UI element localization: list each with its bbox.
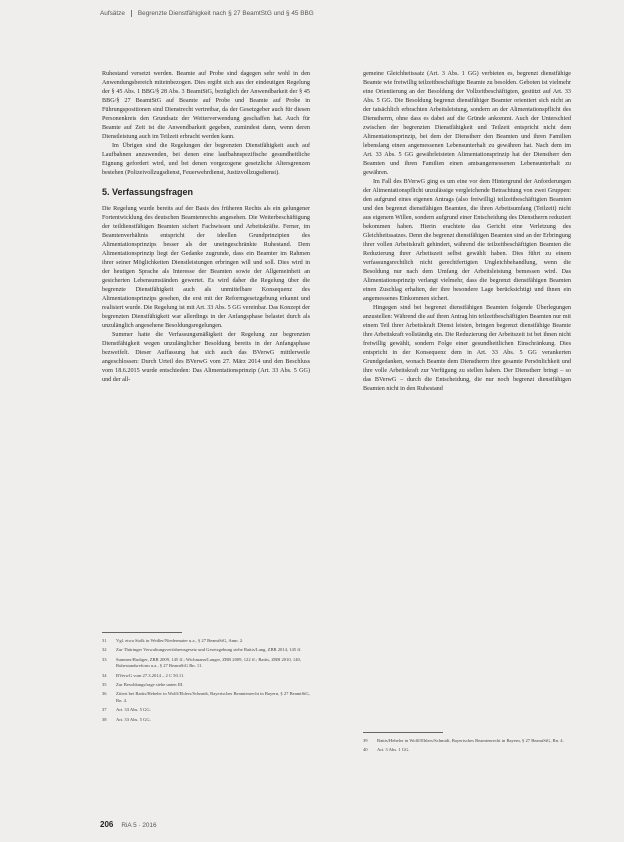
paragraph: Die Regelung wurde bereits auf der Basis des früheren Rechts als ein gelungener Fortentwicklung des deutschen Beamtenrechts angesehen. Die Weiterbeschäftigung der teildienstfähigen Beamten sichert Fachwissen und Arbeitskräfte. Ferner, im Beamtenverhältnis entspricht der ideellen Grundprinzipien des Alimentationsprinzips besser als der uneingeschränkte Ruhestand. Dem Alimentationsprinzip liegt der Gedanke zugrunde, dass ein Beamter im Rahmen ihrer seiner Möglichkeiten Dienstleistungen erbringen will und soll. Dies wird in der heutigen Sprache als Interesse der Beamten sowie der Allgemeinheit an gesicherten Lebensumständen gewertet. Es wird daher die Regelung über die begrenzte Dienstfähigkeit auch als unmittelbare Konsequenz des Alimentationsprinzips gesehen, die erst mit der Reformgesetzgebung erkannt und realisiert wurde. Die Regelung ist mit Art. 33 Abs. 5 GG vereinbar. Das Konzept der begrenzten Dienstfähigkeit war allerdings in der Anfangsphase belastet durch als unzulänglich angesehene Besoldungsregelungen. — [102, 206, 310, 329]
footnote — [102, 707, 310, 713]
footnote — [102, 647, 310, 653]
footnote-divider — [102, 632, 182, 633]
footnote-number: 31 — [102, 638, 107, 643]
footnote-number: 34 — [102, 672, 107, 678]
paragraph: Im Übrigen sind die Regelungen der begrenzten Dienstfähigkeit auch auf Laufbahnen anzuwenden, bei denen eine laufbahnspezifische gesundheitliche Eignung gefordert wird, und bei denen vorgezogene gesetzliche Altersgrenzen bestehen (Polizeivollzugsdienst, Feuerwehrdienst, Justizvollzugsdienst). — [102, 143, 310, 176]
footnote-text: Art. 3 Abs. 1 GG. — [377, 747, 410, 753]
footnote-text: Art. 33 Abs. 5 GG. — [116, 716, 151, 722]
footnote-number: 36 — [102, 691, 107, 697]
footnote — [102, 682, 310, 688]
footnote-text: Battis/Hebeler in Wolff/Ehlers/Schmidt, Bayerisches Beamtenrecht in Bayern, § 27 BeamtStG, Rn. 4. — [377, 738, 564, 743]
paragraph: Ruhestand versetzt werden. Beamte auf Probe sind dagegen sehr wohl in den Anwendungsbereich miteinbezogen. Dies ergibt sich aus der eindeutigen Regelung der § 45 Abs. 1 BBG/§ 28 Abs. 3 BeamtStG, bezüglich der Anwendbarkeit der § 45 BBG/§ 27 BeamtStG auf Beamte auf Probe und Beamte auf Probe in Führungspositionen sind Dienstrecht vertretbar, da der Gesetzgeber auch für diesen Personenkreis den Grundsatz der Weiterverwendung geschaffen hat. Auch für Beamte auf Zeit ist die Anwendbarkeit gegeben, zumindest dann, wenn deren Dienstleistung auch im Teilzeit erbracht werden kann. — [102, 71, 310, 140]
journal-issue: RiA 5 · 2016 — [121, 822, 157, 829]
footnote — [102, 673, 310, 679]
footnote-number: 32 — [102, 647, 107, 653]
left-text-column — [102, 70, 310, 385]
footnote — [102, 717, 310, 723]
paragraph: Im Fall des BVerwG ging es um eine vor dem Hintergrund der Anforderungen der Alimentationspflicht unzulässige vergleichende Betrachtung von zwei Gruppen: den aufgrund eines eigenen Antrags (also freiwillig) teilzeitbeschäftigten Beamten und den begrenzt dienstfähigen Beamten, die ihren Arbeitsumfang (Teilzeit) nicht aus eigenem Willen, sondern aufgrund einer Entscheidung des Dienstherrn reduziert bekommen haben. Hierin erachtete das Gericht eine Verletzung des Gleichheitssatzes. Denn die begrenzt dienstfähigen Beamten sind an der Erbringung ihrer vollen Arbeitskraft gehindert, während die teilzeitbeschäftigten Beamten die Reduzierung ihrer Arbeitszeit selbst gewählt haben. Dies führt zu einem verfassungsrechtlich nicht gerechtfertigten Ungleichbehandlung, wenn die Besoldung nur nach dem Umfang der Arbeitsleistung bemessen wird. Das Alimentationsprinzip verlangt vielmehr, dass die begrenzt dienstfähigen Beamten einen Zuschlag erhalten, der ihre besondere Lage berücksichtigt und ihnen ein angemessenes Einkommen sichert. — [363, 179, 571, 302]
paragraph: Hingegen sind bei begrenzt dienstfähigen Beamten folgende Überlegungen anzustellen: Während die auf ihren Antrag hin teilzeitbeschäftigten Beamten nur mit einem Teil ihrer Arbeitskraft Dienst leisten, bringen begrenzt dienstfähige Beamte ihre Arbeitskraft vollständig ein. Die Reduzierung der Arbeitszeit ist bei ihnen nicht freiwillig gewählt, sondern Folge einer gesundheitlichen Einschränkung. Dies entspricht in der Konsequenz dem in Art. 33 Abs. 5 GG verankerten Grundgedanken, wonach Beamte dem Dienstherrn ihre gesamte Persönlichkeit und ihre volle Arbeitskraft zur Verfügung zu stellen haben. Der Dienstherr bringt – so das BVerwG – durch die Entscheidung, die nur noch begrenzt dienstfähigen Beamten nicht in den Ruhestand — [363, 305, 571, 392]
footnote-text: Art. 33 Abs. 5 GG. — [116, 707, 151, 713]
footnote — [102, 691, 310, 704]
right-text-column — [363, 70, 571, 394]
page-footer — [100, 820, 157, 829]
footnote — [102, 638, 310, 644]
footnote-text: Vgl. etwa Stolk in Weißer/Niedermaier u.a., § 27 BeamtStG, Anm. 2. — [116, 638, 244, 643]
left-footnotes — [102, 638, 310, 726]
section-heading: 5. Verfassungsfragen — [102, 187, 194, 197]
page-number: 206 — [100, 820, 114, 829]
right-footnotes — [363, 738, 571, 757]
footnote-text: Zitiert bei Battis/Hebeler in Wolff/Ehlers/Schmidt, Bayerisches Beamtenrecht in Bayern, § 27 BeamtStG, Rn. 4. — [116, 691, 310, 703]
header-divider — [131, 10, 132, 17]
footnote-text: Zur Thüringer Verwaltungsverfahrensgesetz und Gesetzgebung siehe Battis/Lang, ZBR 2014, 145 ff. — [116, 647, 302, 653]
paragraph: gemeine Gleichheitssatz (Art. 3 Abs. 1 GG) verbieten es, begrenzt dienstfähige Beamte wie freiwillig teilzeitbeschäftigte Beamte zu besolden. Geboten ist vielmehr eine Orientierung an der Besoldung der Vollzeitbeschäftigten, gestützt auf Art. 33 Abs. 5 GG. Die Besoldung begrenzt dienstfähiger Beamter orientiert sich nicht an der tatsächlich erbrachten Arbeitsleistung, sondern an der Alimentationspflicht des Dienstherrn, ohne dass es dabei auf die Gründe ankommt. Auch der Unterschied zwischen der begrenzten Dienstfähigkeit und Teilzeit entspricht nicht dem Alimentationsprinzip, bei dem der Dienstherr den Beamten und ihren Familien lebenslang einen angemessenen Lebensunterhalt zu gewähren hat. Nach dem im Art. 33 Abs. 5 GG gewährleisteten Alimentationsprinzip hat der Dienstherr den Beamten und ihren Familien einen amtsangemessenen Lebensunterhalt zu gewähren. — [363, 71, 571, 176]
footnote-text: Zur Besoldungsfrage siehe unten III. — [116, 682, 184, 688]
footnote — [363, 738, 571, 744]
paragraph: Summer hatte die Verfassungsmäßigkeit der Regelung zur begrenzten Dienstfähigkeit wegen unzulänglicher Besoldung bereits in der Anfangsphase bezweifelt. Dieser Auffassung hat sich auch das BVerwG mittlerweile angeschlossen: Durch Urteil des BVerwG vom 27. März 2014 und den Beschluss vom 18.6.2015 wurde entschieden: Das Alimentationsprinzip (Art. 33 Abs. 5 GG) und der all- — [102, 332, 310, 383]
footnote-divider — [363, 732, 443, 733]
header-running-title: Begrenzte Dienstfähigkeit nach § 27 BeamtStG und § 45 BBG — [137, 10, 314, 18]
footnote-number: 37 — [102, 707, 107, 713]
footnote-number: 38 — [102, 716, 107, 722]
footnote-number: 35 — [102, 682, 107, 688]
footnote-number: 33 — [102, 656, 107, 662]
footnote-number: 39 — [363, 738, 368, 743]
footnote-number: 40 — [363, 747, 368, 753]
footnote-text: BVerwG vom 27.3.2014 – 2 C 50.11. — [116, 672, 185, 678]
running-header — [100, 10, 314, 17]
footnote — [102, 657, 310, 670]
header-section: Aufsätze — [100, 10, 125, 18]
footnote — [363, 747, 571, 753]
footnote-text: Summer/Rudiger, ZBR 2009, 145 ff.; Wichmann/Langer, ZBR 2009, 122 ff.; Battis, ZBR 2010, 140, Ruhestandsreform u.a., § 27 BeamtStG Rn. 11. — [116, 656, 301, 669]
